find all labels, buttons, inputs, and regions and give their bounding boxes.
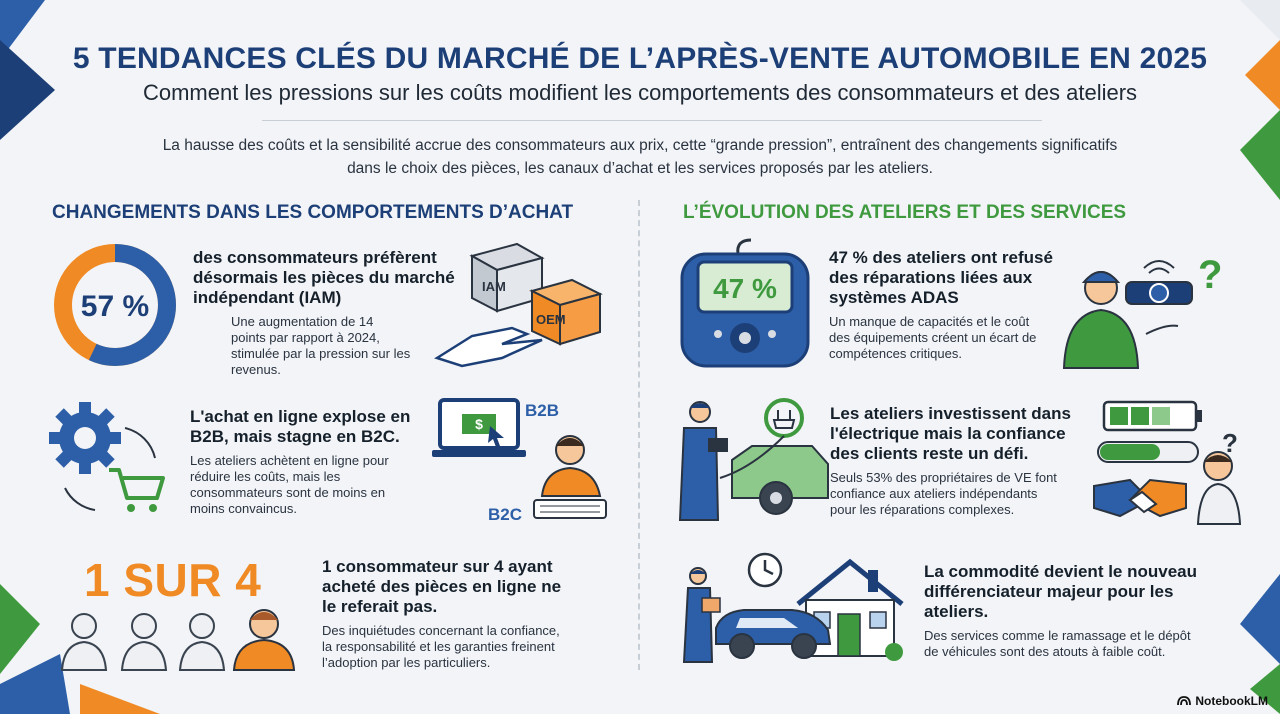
page-title: 5 TENDANCES CLÉS DU MARCHÉ DE L’APRÈS-VENTE AUTOMOBILE EN 2025 [72,42,1208,75]
title-divider [262,120,1042,121]
corner-decoration-bottom-right [1220,574,1280,714]
pickup-delivery-house-icon [680,552,905,664]
b2b-label: B2B [525,401,560,420]
svg-text:$: $ [475,416,483,432]
one-in-four-stat: 1 SUR 4 [84,554,262,606]
left-item-2-title: L'achat en ligne explose en B2B, mais stagne en B2C. [190,407,411,446]
diagnostic-tool-icon [676,236,816,371]
right-item-3-title: La commodité devient le nouveau différenciateur majeur pour les ateliers. [924,562,1198,621]
right-item-3-desc: Des services comme le ramassage et le dépôt de véhicules sont des atouts à faible coût. [924,628,1191,659]
left-section-heading: CHANGEMENTS DANS LES COMPORTEMENTS D’ACHAT [52,202,574,223]
brand-badge [1177,694,1268,708]
page-subtitle: Comment les pressions sur les coûts modifient les comportements des consommateurs et des ateliers [142,80,1138,105]
trust-battery-handshake-icon [1090,396,1250,526]
column-divider [638,200,640,670]
left-item-1-title: des consommateurs préfèrent désormais les pièces du marché indépendant (IAM) [193,248,455,307]
intro-text: La hausse des coûts et la sensibilité accrue des consommateurs aux prix, cette “grande pression”, entraînent des changements significatifs dans le choix des pièces, les canaux d’achat et les services proposés par les ateliers. [162,137,1118,177]
left-item-2-desc: Les ateliers achètent en ligne pour réduire les coûts, mais les consommateurs sont de moins en moins convaincus. [190,453,389,516]
ev-charging-mechanic-icon [672,398,832,523]
oem-box-label: OEM [536,312,566,327]
svg-text:?: ? [1222,428,1238,458]
laptop-b2b-b2c-icon [430,394,610,526]
notebooklm-logo-icon [1177,696,1191,706]
right-item-1 [829,248,1079,362]
right-item-3 [924,562,1224,660]
mechanic-sensor-icon [1056,240,1236,370]
left-item-2 [190,407,440,517]
donut-stat: 57 % [80,290,150,323]
left-item-3 [322,557,572,671]
left-item-1-desc: Une augmentation de 14 points par rapport à 2024, stimulée par la pression sur les revenus. [231,314,411,377]
left-item-3-title: 1 consommateur sur 4 ayant acheté des pièces en ligne ne le referait pas. [322,557,562,616]
svg-text:?: ? [1198,253,1223,297]
right-item-2-desc: Seuls 53% des propriétaires de VE font confiance aux ateliers indépendants pour les réparations complexes. [830,470,1057,517]
parts-boxes-hand-icon [432,236,612,376]
gear-cart-icon [45,398,175,518]
right-item-1-title: 47 % des ateliers ont refusé des réparations liées aux systèmes ADAS [829,248,1053,307]
right-item-2-title: Les ateliers investissent dans l'électrique mais la confiance des clients reste un défi. [830,404,1071,463]
iam-box-label: IAM [482,279,506,294]
b2c-label: B2C [488,505,523,524]
left-item-3-desc: Des inquiétudes concernant la confiance, la responsabilité et les garanties freinent l’adoption par les particuliers. [322,623,560,670]
right-section-heading: L’ÉVOLUTION DES ATELIERS ET DES SERVICES [683,202,1127,223]
right-item-2 [830,404,1085,518]
adas-stat: 47 % [713,273,777,304]
brand-name: NotebookLM [1195,694,1268,708]
left-item-1 [193,248,458,378]
donut-chart-icon [50,240,180,370]
right-item-1-desc: Un manque de capacités et le coût des équipements créent un écart de compétences critiques. [829,314,1037,361]
consumers-group-icon [52,602,302,672]
